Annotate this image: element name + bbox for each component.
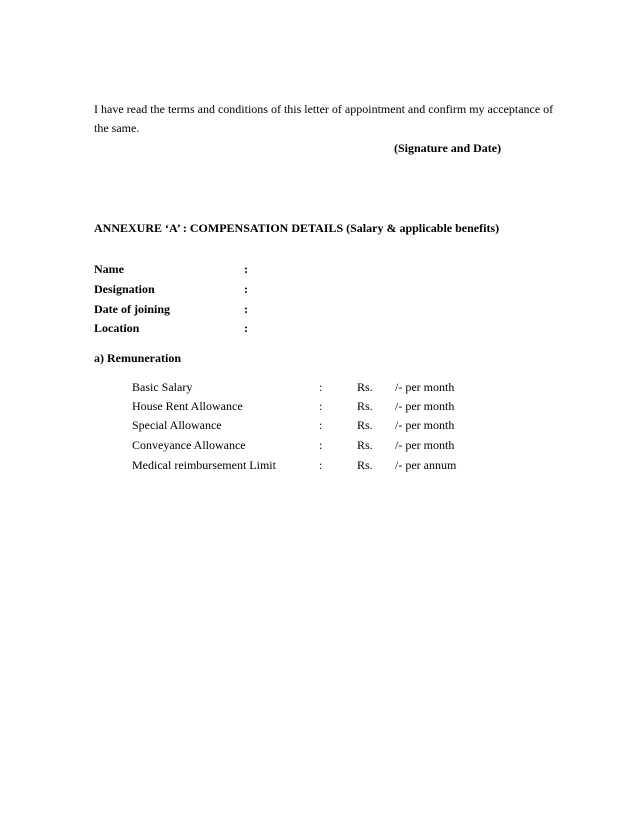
remuneration-item-currency: Rs. (357, 399, 373, 413)
acceptance-line-2: the same. (94, 121, 140, 135)
signature-and-date-label: (Signature and Date) (394, 141, 502, 155)
field-colon-date-of-joining: : (244, 302, 248, 316)
remuneration-item-period: /- per month (395, 399, 455, 413)
remuneration-item-name: House Rent Allowance (132, 399, 243, 413)
remuneration-item-name: Basic Salary (132, 380, 193, 394)
field-label-date-of-joining: Date of joining (94, 302, 170, 316)
remuneration-item-currency: Rs. (357, 418, 373, 432)
remuneration-item-period: /- per month (395, 380, 455, 394)
field-label-name: Name (94, 262, 124, 276)
remuneration-item-period: /- per annum (395, 458, 457, 472)
remuneration-item-colon: : (319, 438, 323, 452)
remuneration-item-name: Conveyance Allowance (132, 438, 246, 452)
remuneration-item-colon: : (319, 380, 323, 394)
acceptance-line-1: I have read the terms and conditions of this letter of appointment and confirm my acceptance of (94, 102, 554, 116)
remuneration-item-colon: : (319, 399, 323, 413)
remuneration-item-name: Special Allowance (132, 418, 222, 432)
remuneration-item-period: /- per month (395, 418, 455, 432)
acceptance-paragraph (94, 100, 554, 138)
field-colon-name: : (244, 262, 248, 276)
annexure-title: ANNEXURE ‘A’ : COMPENSATION DETAILS (Salary & applicable benefits) (94, 221, 500, 235)
field-colon-location: : (244, 321, 248, 335)
remuneration-item-colon: : (319, 458, 323, 472)
remuneration-item-currency: Rs. (357, 458, 373, 472)
remuneration-item-period: /- per month (395, 438, 455, 452)
field-label-designation: Designation (94, 282, 155, 296)
remuneration-item-colon: : (319, 418, 323, 432)
remuneration-heading: a) Remuneration (94, 351, 181, 365)
remuneration-item-currency: Rs. (357, 438, 373, 452)
field-label-location: Location (94, 321, 140, 335)
remuneration-item-currency: Rs. (357, 380, 373, 394)
remuneration-item-name: Medical reimbursement Limit (132, 458, 276, 472)
field-colon-designation: : (244, 282, 248, 296)
